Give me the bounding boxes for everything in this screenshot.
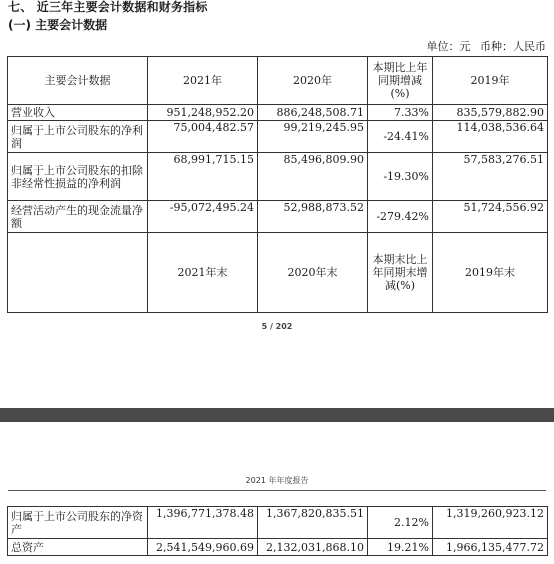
cell-2021: 75,004,482.57 xyxy=(148,121,258,153)
cell-2020: 1,367,820,835.51 xyxy=(258,507,368,539)
table-row xyxy=(8,153,548,201)
cell-change: 19.21% xyxy=(368,539,433,556)
header-2021: 2021年 xyxy=(148,57,258,105)
unit-label: 单位：元 xyxy=(426,40,471,53)
table-row xyxy=(8,507,548,539)
table-header-row xyxy=(8,57,548,105)
cell-2020: 2,132,031,868.10 xyxy=(258,539,368,556)
cell-2019: 114,038,536.64 xyxy=(433,121,548,153)
report-header: 2021 年年度报告 xyxy=(245,476,309,485)
subheader-change: 本期末比上年同期末增减(%) xyxy=(368,233,433,313)
cell-2020: 886,248,508.71 xyxy=(258,105,368,121)
row-label: 归属于上市公司股东的净资产 xyxy=(8,507,148,539)
cell-2019: 1,319,260,923.12 xyxy=(433,507,548,539)
table-subheader-row xyxy=(8,233,548,313)
subheader-2019-end: 2019年末 xyxy=(433,233,548,313)
subheader-blank xyxy=(8,233,148,313)
row-label: 经营活动产生的现金流量净额 xyxy=(8,201,148,233)
header-change: 本期比上年同期增减(%) xyxy=(368,57,433,105)
subheader-2021-end: 2021年末 xyxy=(148,233,258,313)
row-label: 归属于上市公司股东的扣除非经常性损益的净利润 xyxy=(8,153,148,201)
page-separator xyxy=(0,408,554,422)
row-label: 总资产 xyxy=(8,539,148,556)
cell-change: 7.33% xyxy=(368,105,433,121)
table-row xyxy=(8,539,548,556)
cell-2020: 52,988,873.52 xyxy=(258,201,368,233)
cell-change: 2.12% xyxy=(368,507,433,539)
table-row xyxy=(8,105,548,121)
subsection-title: (一) 主要会计数据 xyxy=(8,18,108,32)
section-title: 七、 近三年主要会计数据和财务指标 xyxy=(8,0,208,14)
table-row xyxy=(8,121,548,153)
header-2020: 2020年 xyxy=(258,57,368,105)
cell-2021: -95,072,495.24 xyxy=(148,201,258,233)
row-label: 归属于上市公司股东的净利润 xyxy=(8,121,148,153)
cell-change: -279.42% xyxy=(368,201,433,233)
cell-2020: 99,219,245.95 xyxy=(258,121,368,153)
cell-change: -24.41% xyxy=(368,121,433,153)
cell-2019: 835,579,882.90 xyxy=(433,105,548,121)
header-main-data: 主要会计数据 xyxy=(8,57,148,105)
cell-2021: 2,541,549,960.69 xyxy=(148,539,258,556)
cell-2021: 68,991,715.15 xyxy=(148,153,258,201)
accounting-data-table-continued xyxy=(7,506,548,556)
unit-line xyxy=(421,40,547,54)
subheader-2020-end: 2020年末 xyxy=(258,233,368,313)
header-divider xyxy=(8,490,546,491)
currency-label: 币种：人民币 xyxy=(480,40,546,53)
cell-2019: 51,724,556.92 xyxy=(433,201,548,233)
header-2019: 2019年 xyxy=(433,57,548,105)
cell-2021: 951,248,952.20 xyxy=(148,105,258,121)
table-row xyxy=(8,201,548,233)
cell-change: -19.30% xyxy=(368,153,433,201)
row-label: 营业收入 xyxy=(8,105,148,121)
page-number: 5 / 202 xyxy=(261,322,293,331)
cell-2019: 57,583,276.51 xyxy=(433,153,548,201)
cell-2019: 1,966,135,477.72 xyxy=(433,539,548,556)
accounting-data-table xyxy=(7,56,548,313)
cell-2021: 1,396,771,378.48 xyxy=(148,507,258,539)
cell-2020: 85,496,809.90 xyxy=(258,153,368,201)
